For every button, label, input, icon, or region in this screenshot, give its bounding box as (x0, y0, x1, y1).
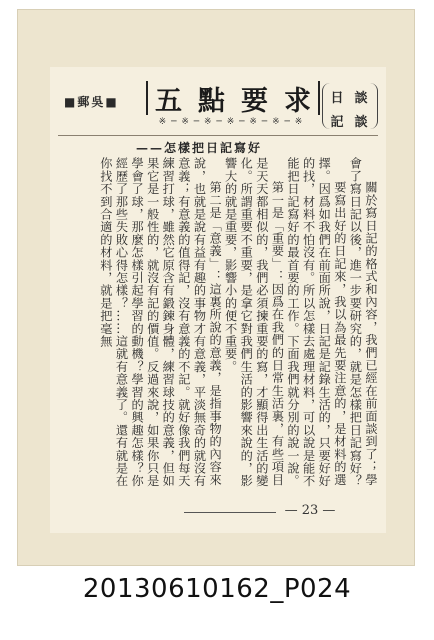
book-page (50, 67, 386, 533)
image-caption: 20130610162_P024 (82, 574, 352, 604)
paragraph-3: 第一是「重要」：因爲在我們的日常生活裏，有些項目是天天都相似的，我們必須揀重要的寫，才顯得出生活的變化。所謂重要不重要，是拿它對我們生活的影響來說的，影響大的就是重要，影響小的便不重要。 (223, 157, 285, 488)
article-body (56, 157, 378, 497)
series-char-1: 談 (354, 90, 368, 106)
series-char-2: 談 (354, 114, 368, 130)
series-label (326, 85, 372, 131)
header-rule (58, 135, 378, 136)
page-footer (50, 503, 386, 523)
paragraph-2: 要寫出好的日記來，我以為最先要注意的，是材料的選擇。因爲如我們在前面所說，日記是記錄生活的，只要好好的找，材料不怕沒有。所以怎樣去處理材料，可以說是能不能把日記寫好的最首要的工作。下面我們就分別的說一說。 (286, 157, 347, 488)
paragraph-1: 關於寫日記的格式和內容，我們已經在前面談到了；學會了寫日記以後，進一步要研究的，就是怎樣把日記寫好？ (348, 157, 378, 488)
series-char-4: 記 (330, 114, 344, 130)
paragraph-4: 第二是「意義」：這裏所說的意義，是指事物的內容來說，也就是說有益有趣的事物才有意義，平淡無奇的就沒有意義；有意義的值得記，沒有意義的不記。就好像我們每天練習打球，雖然它原含有鍛鍊身體，練習球技的意義，但如果它是一般性的，就沒有記的價值。反過來說，如果你只是學會了球，那麼怎樣引起學習的動機？學習的興趣怎樣？你經歷了那些失敗心得怎樣？……這就有意義了。還有就是在你找不到合適的材料，就是把毫無 (98, 157, 223, 488)
article-subtitle: ——怎樣把日記寫好 (136, 141, 263, 155)
author-name: ■郵吳■ (64, 95, 119, 109)
title-ornament: ※ ─ ※ ─ ※ ─ ※ ─ ※ ─ ※ ─ ※ (158, 117, 304, 127)
scanned-sheet (17, 9, 415, 566)
article-title: 五點要求 (155, 85, 327, 117)
series-char-3: 日 (330, 90, 344, 106)
page-header (50, 67, 386, 155)
article-title-box (146, 81, 327, 117)
page-number-value: 23 (301, 503, 319, 518)
page-number: — 23 — (284, 503, 336, 518)
footer-rule (184, 512, 276, 513)
